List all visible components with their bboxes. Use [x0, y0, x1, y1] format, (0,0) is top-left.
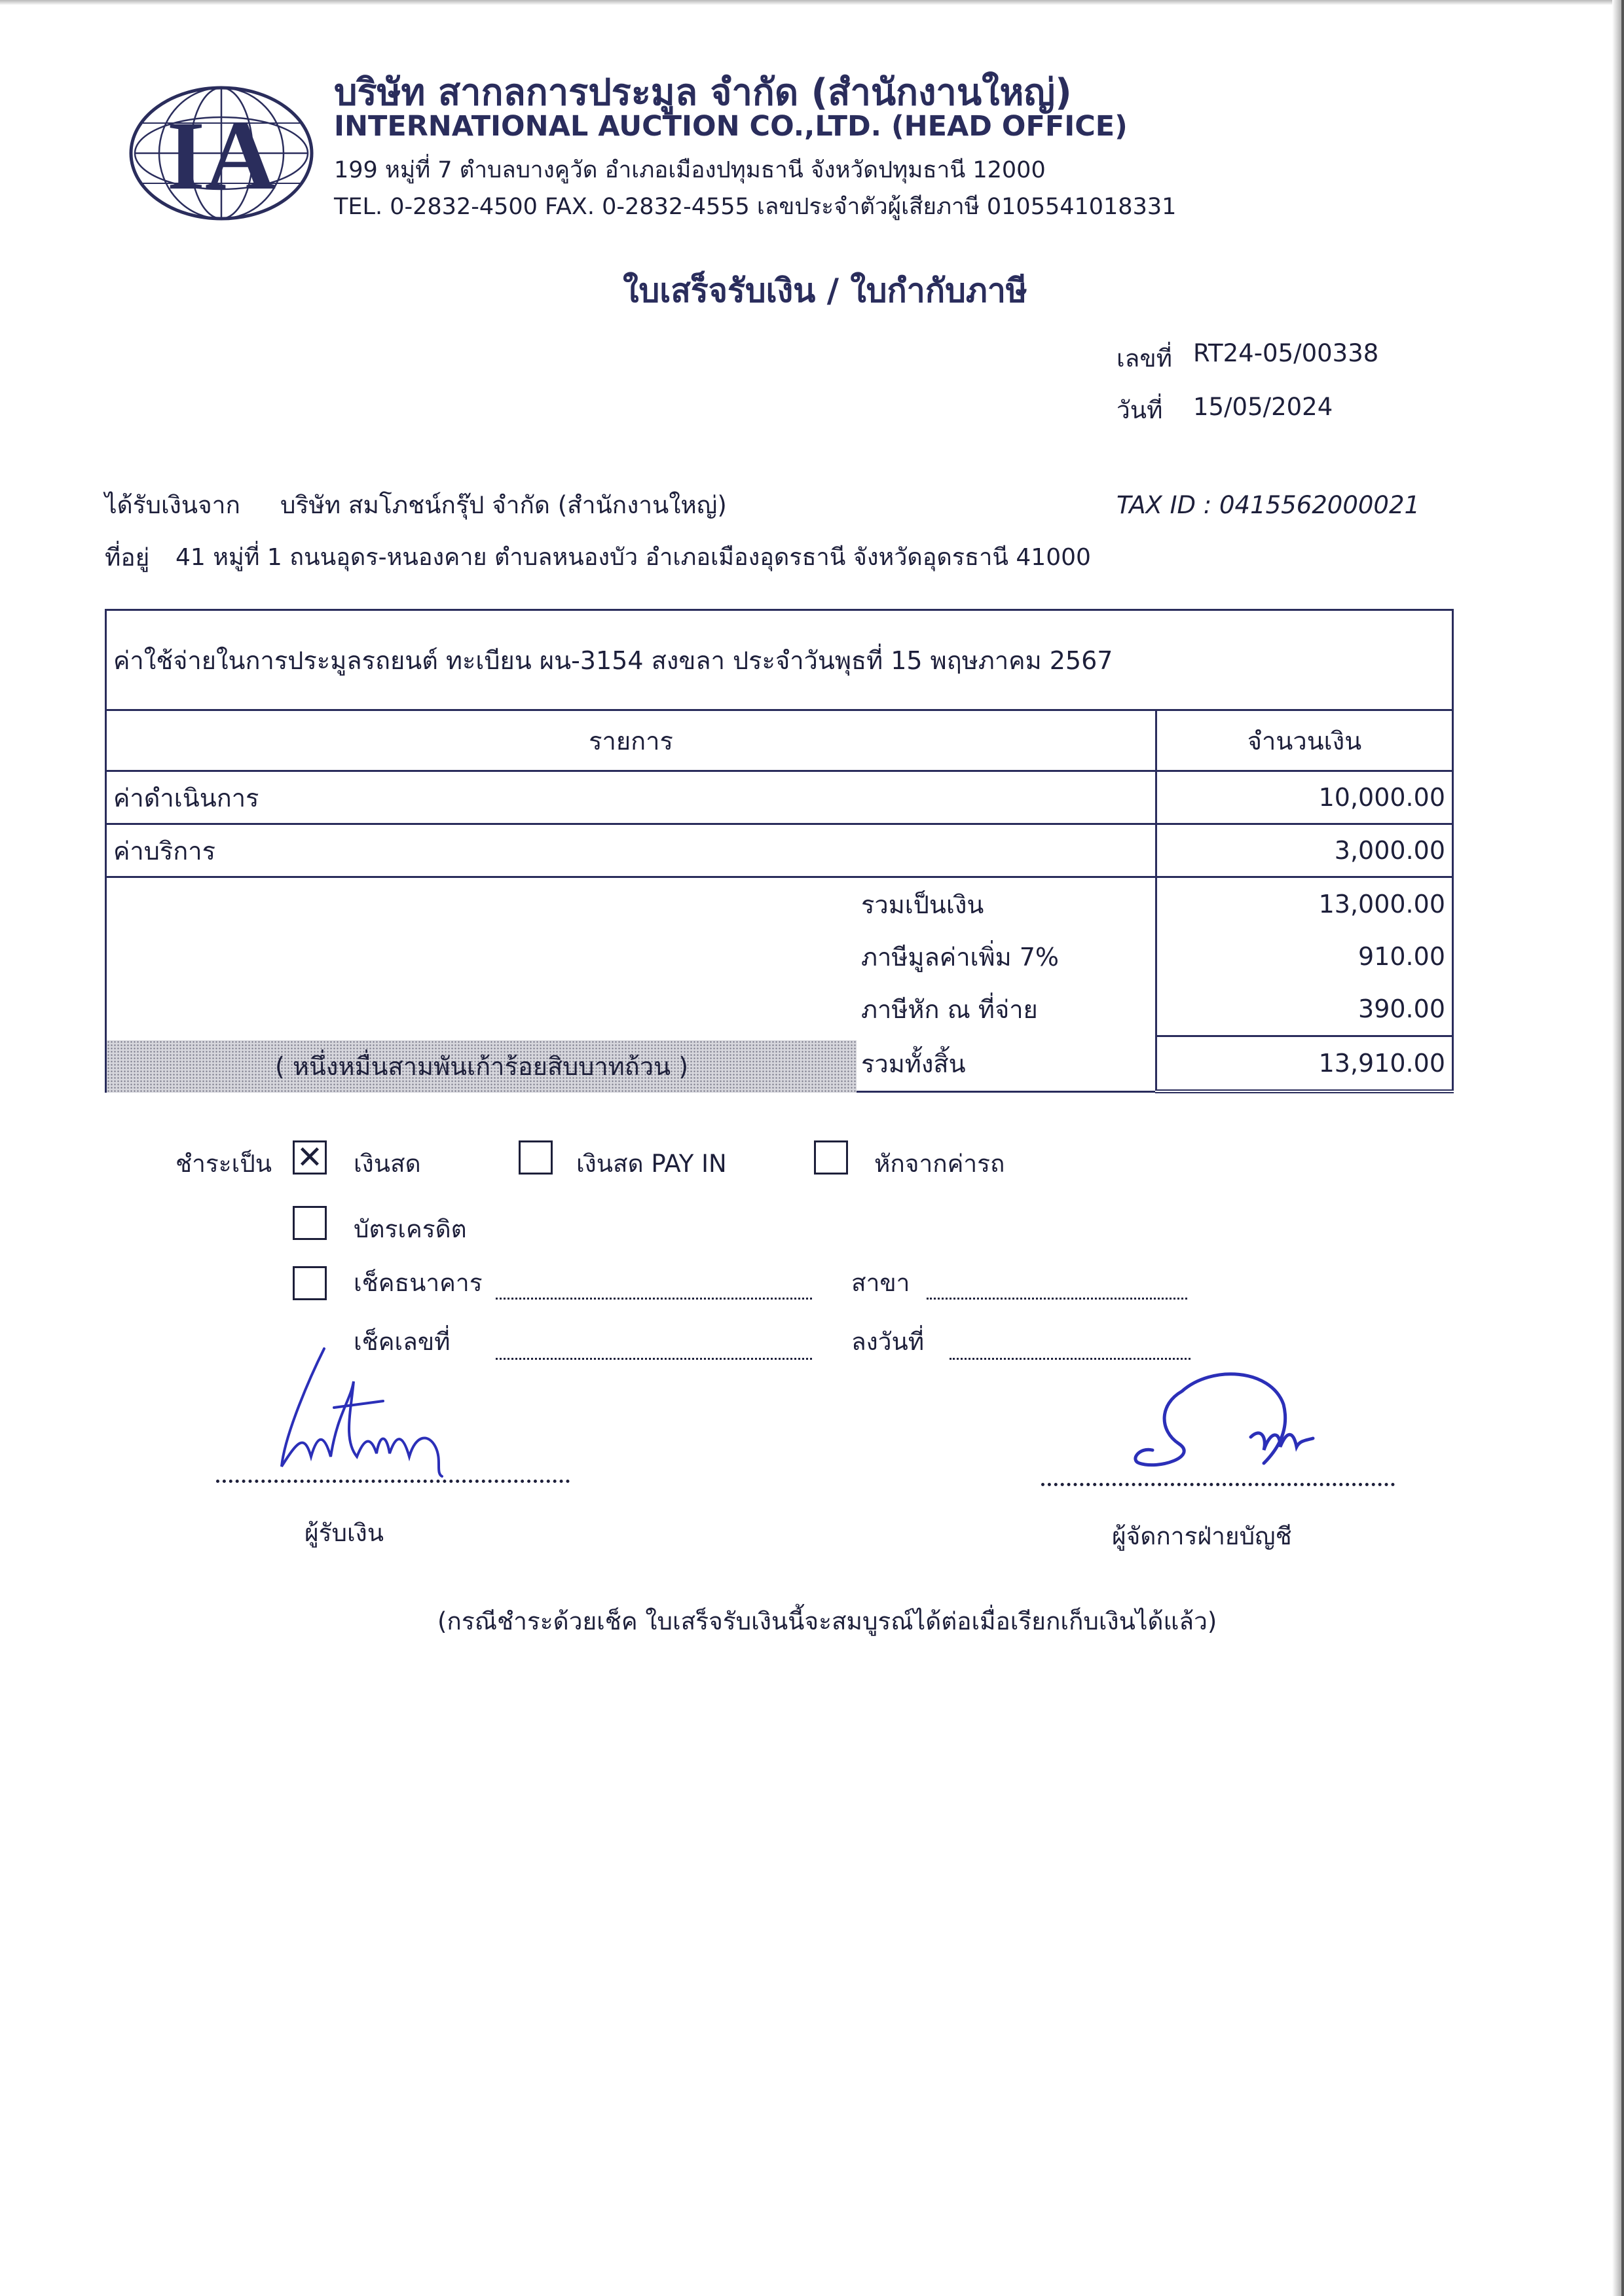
bank-name-line[interactable]: [496, 1298, 812, 1300]
company-contact: TEL. 0-2832-4500 FAX. 0-2832-4555 เลขประจำตัวผู้เสียภาษี 0105541018331: [334, 194, 1177, 220]
item-amount: 3,000.00: [1156, 824, 1453, 877]
cash-checkbox[interactable]: ✕: [293, 1140, 327, 1175]
total-in-words: ( หนึ่งหมื่นสามพันเก้าร้อยสิบบาทถ้วน ): [107, 1040, 857, 1093]
customer-name: บริษัท สมโภชน์กรุ๊ป จำกัด (สำนักงานใหญ่): [280, 491, 727, 519]
cash-pay-in-checkbox[interactable]: [519, 1140, 553, 1175]
logo-text: IA: [166, 101, 276, 210]
receipt-number: RT24-05/00338: [1193, 339, 1379, 367]
vat-row: [106, 930, 1453, 983]
total-row: [106, 1036, 1453, 1092]
description-row: [106, 610, 1453, 710]
withholding-tax-amount: 390.00: [1156, 983, 1453, 1036]
cheque-date-label: ลงวันที่: [851, 1328, 925, 1356]
receipt-number-label: เลขที่: [1116, 344, 1173, 373]
total-cell: [106, 1036, 1156, 1092]
branch-line[interactable]: [927, 1298, 1187, 1300]
bank-cheque-checkbox[interactable]: [293, 1266, 327, 1300]
item-amount: 10,000.00: [1156, 771, 1453, 824]
table-header-row: [106, 710, 1453, 771]
item-name: ค่าดำเนินการ: [106, 771, 1156, 824]
withholding-tax-label: ภาษีหัก ณ ที่จ่าย: [106, 983, 1156, 1036]
subtotal-amount: 13,000.00: [1156, 877, 1453, 931]
bank-cheque-option-label: เช็คธนาคาร: [354, 1269, 483, 1297]
scan-edge-top: [0, 0, 1624, 5]
column-header-amount: จำนวนเงิน: [1156, 710, 1453, 771]
customer-address: 41 หมู่ที่ 1 ถนนอุดร-หนองคาย ตำบลหนองบัว อำเภอเมืองอุดรธานี จังหวัดอุดรธานี 41000: [175, 544, 1091, 571]
company-address: 199 หมู่ที่ 7 ตำบลบางคูวัด อำเภอเมืองปทุมธานี จังหวัดปทุมธานี 12000: [334, 157, 1046, 183]
document-title: ใบเสร็จรับเงิน / ใบกำกับภาษี: [623, 272, 1027, 310]
company-name-thai: บริษัท สากลการประมูล จำกัด (สำนักงานใหญ่): [334, 71, 1072, 114]
table-row: [106, 771, 1453, 824]
vat-amount: 910.00: [1156, 930, 1453, 983]
receiver-signature-line[interactable]: [216, 1480, 570, 1483]
receipt-date-label: วันที่: [1116, 396, 1163, 424]
subtotal-row: [106, 877, 1453, 931]
receiver-signature: [272, 1336, 468, 1480]
withholding-tax-row: [106, 983, 1453, 1036]
total-label: รวมทั้งสิ้น: [861, 1049, 966, 1078]
manager-signature: [1120, 1365, 1336, 1480]
received-from-label: ได้รับเงินจาก: [105, 491, 240, 519]
company-name-english: INTERNATIONAL AUCTION CO.,LTD. (HEAD OFFICE): [334, 110, 1128, 143]
credit-card-checkbox[interactable]: [293, 1206, 327, 1240]
cheque-date-line[interactable]: [950, 1358, 1190, 1360]
cheque-payment-note: (กรณีชำระด้วยเช็ค ใบเสร็จรับเงินนี้จะสมบูรณ์ได้ต่อเมื่อเรียกเก็บเงินได้แล้ว): [437, 1607, 1217, 1635]
globe-logo-icon: [128, 84, 314, 223]
cheque-number-line[interactable]: [496, 1358, 812, 1360]
payment-label: ชำระเป็น: [175, 1150, 272, 1178]
deduct-from-car-option-label: หักจากค่ารถ: [874, 1150, 1005, 1178]
total-amount: 13,910.00: [1156, 1036, 1453, 1092]
deduct-from-car-checkbox[interactable]: [814, 1140, 848, 1175]
manager-label: ผู้จัดการฝ่ายบัญชี: [1112, 1522, 1292, 1550]
customer-address-label: ที่อยู่: [105, 543, 150, 572]
vat-label: ภาษีมูลค่าเพิ่ม 7%: [106, 930, 1156, 983]
credit-card-option-label: บัตรเครดิต: [354, 1215, 467, 1243]
cheque-number-label: เช็คเลขที่: [354, 1328, 451, 1356]
branch-label: สาขา: [851, 1269, 910, 1297]
column-header-item: รายการ: [106, 710, 1156, 771]
cash-option-label: เงินสด: [354, 1150, 421, 1178]
receipt-date: 15/05/2024: [1193, 393, 1333, 421]
cash-pay-in-option-label: เงินสด PAY IN: [576, 1150, 727, 1178]
expense-description: ค่าใช้จ่ายในการประมูลรถยนต์ ทะเบียน ผน-3154 สงขลา ประจำวันพุธที่ 15 พฤษภาคม 2567: [106, 610, 1453, 710]
customer-tax-id: TAX ID : 0415562000021: [1116, 491, 1420, 519]
receiver-label: ผู้รับเงิน: [304, 1519, 384, 1547]
subtotal-label: รวมเป็นเงิน: [106, 877, 1156, 931]
scan-edge-right-line: [1621, 0, 1624, 2296]
table-row: [106, 824, 1453, 877]
manager-signature-line[interactable]: [1041, 1483, 1395, 1486]
items-table: [105, 609, 1454, 1093]
item-name: ค่าบริการ: [106, 824, 1156, 877]
